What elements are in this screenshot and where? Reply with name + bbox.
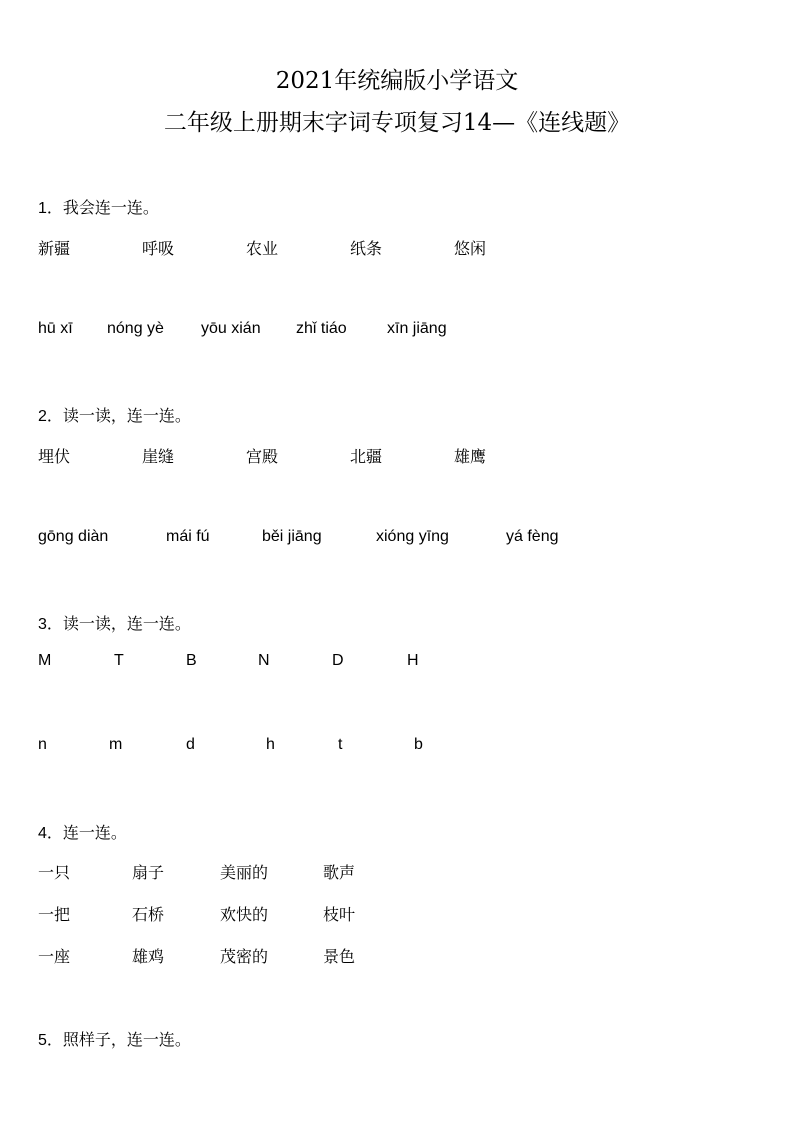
q2-word: 雄鹰 <box>454 449 487 466</box>
q2-pinyin: mái fú <box>166 528 210 545</box>
q4-item: 一把 <box>38 907 71 924</box>
q2-word: 北疆 <box>350 449 383 466</box>
q2-pinyin: yá fèng <box>506 528 559 545</box>
q4-item: 歌声 <box>323 865 356 882</box>
q2-pinyin: gōng diàn <box>38 528 109 545</box>
q4-item: 扇子 <box>132 865 165 882</box>
q3-upper-letter: M <box>38 652 52 669</box>
q1-word: 农业 <box>246 241 279 258</box>
title-line-2: 二年级上册期末字词专项复习14—《连线题》 <box>163 110 631 136</box>
q3-upper-letter: N <box>258 652 270 669</box>
question-4-prompt: 4．连一连。 <box>38 825 127 842</box>
question-1-prompt: 1．我会连一连。 <box>38 200 159 217</box>
q3-upper-letter: D <box>332 652 344 669</box>
q3-lower-letter: n <box>38 736 47 753</box>
q3-lower-letter: b <box>414 736 423 753</box>
q3-upper-letter: B <box>186 652 197 669</box>
title-line-1: 2021年统编版小学语文 <box>275 68 519 94</box>
q2-pinyin: běi jiāng <box>262 528 322 545</box>
q2-word: 埋伏 <box>38 449 71 466</box>
q2-word: 崖缝 <box>142 449 175 466</box>
q2-pinyin: xióng yīng <box>376 528 449 545</box>
q4-item: 美丽的 <box>220 865 269 882</box>
q4-item: 枝叶 <box>323 907 356 924</box>
q4-item: 茂密的 <box>220 949 269 966</box>
q1-pinyin: hū xī <box>38 320 73 337</box>
q1-word: 新疆 <box>38 241 71 258</box>
q4-item: 石桥 <box>132 907 165 924</box>
q1-word: 纸条 <box>350 241 383 258</box>
question-2-prompt: 2．读一读，连一连。 <box>38 408 191 425</box>
q4-item: 景色 <box>323 949 356 966</box>
q3-lower-letter: h <box>266 736 275 753</box>
question-3-prompt: 3．读一读，连一连。 <box>38 616 191 633</box>
q4-item: 雄鸡 <box>132 949 165 966</box>
q2-word: 宫殿 <box>246 449 279 466</box>
q4-item: 欢快的 <box>220 907 269 924</box>
q1-pinyin: xīn jiāng <box>387 320 447 337</box>
q1-pinyin: yōu xián <box>201 320 261 337</box>
q3-lower-letter: m <box>109 736 123 753</box>
q3-upper-letter: H <box>407 652 419 669</box>
q4-item: 一只 <box>38 865 71 882</box>
q1-pinyin: zhǐ tiáo <box>296 320 347 337</box>
q1-word: 呼吸 <box>142 241 175 258</box>
q1-word: 悠闲 <box>454 241 487 258</box>
q1-pinyin: nóng yè <box>107 320 164 337</box>
q3-lower-letter: d <box>186 736 195 753</box>
q3-upper-letter: T <box>114 652 124 669</box>
q3-lower-letter: t <box>338 736 343 753</box>
q4-item: 一座 <box>38 949 71 966</box>
question-5-prompt: 5．照样子，连一连。 <box>38 1032 191 1049</box>
